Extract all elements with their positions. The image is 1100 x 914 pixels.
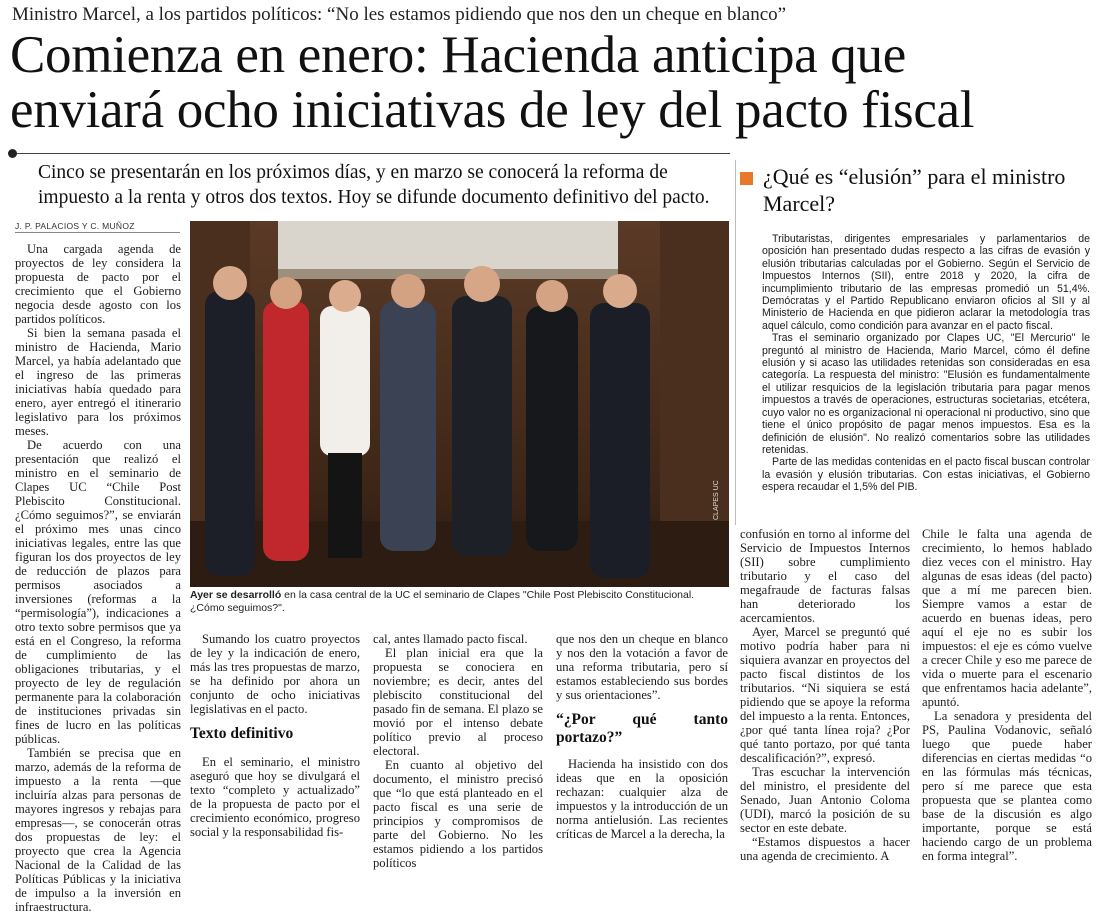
paragraph: Una cargada agenda de proyectos de ley considera la propuesta de pacto por el crecimiento que el Gobierno negocia desde agosto con los partidos políticos. [15,242,181,326]
paragraph: También se precisa que en marzo, además de la reforma de impuesto a la renta —que incluiría alzas para personas de mayores ingresos y rebajas para empresas—, se conocerán otras dos propuestas de ley: el proyecto que crea la Agencia Nacional de la Calidad de las Políticas Públicas y la iniciativa de impulso a la inversión en infraestructura. [15,746,181,914]
byline: J. P. PALACIOS Y C. MUÑOZ [15,221,135,231]
sidebar-paragraph: Parte de las medidas contenidas en el pacto fiscal buscan controlar la evasión y elusión tributarias. Con estas iniciativas, el Gobierno espera recaudar el 1,5% del PIB. [762,456,1090,494]
column-2 [190,632,360,839]
paragraph: En el seminario, el ministro aseguró que hoy se divulgará el texto “completo y actualizado” de la propuesta de pacto por el crecimiento económico, progreso social y la responsabilidad fis- [190,755,360,839]
caption-text: en la casa central de la UC el seminario de Clapes "Chile Post Plebiscito Constitucional. ¿Cómo seguimos?". [190,589,695,614]
paragraph: Sumando los cuatro proyectos de ley y la indicación de enero, más las tres propuestas de marzo, se ha definido por ahora un conjunto de ocho iniciativas legislativas en el pacto. [190,632,360,716]
caption-lead: Ayer se desarrolló [190,589,282,601]
headline-line-1: Comienza en enero: Hacienda anticipa que [10,26,906,84]
paragraph: cal, antes llamado pacto fiscal. [373,632,528,646]
paragraph: Chile le falta una agenda de crecimiento, lo hemos hablado diez veces con el ministro. Hay algunas de esas ideas (del pacto) que a mí me parecen bien. Siempre vamos a estar de acuerdo en buenas ideas, pero aquí el eje no es subir los impuestos: el eje es cómo vuelve a crecer Chile y eso me parece de vida o muerte para el escenario que enfrentamos hacia adelante”, apuntó. [922,527,1092,709]
subhead-portazo: “¿Por qué tanto portazo?” [556,711,728,746]
sidebar-title: ¿Qué es “elusión” para el ministro Marcel? [763,164,1066,216]
sidebar-paragraph: Tributaristas, dirigentes empresariales y parlamentarios de oposición han presentado dudas respecto a las cifras de evasión y elusión tributarias calculadas por el Gobierno. Según el Servicio de Impuestos Internos (SII), entre 2018 y 2020, la cifra de incumplimiento tributario de las empresas promedió un 51,4%. Demócratas y el Partido Republicano enviaron oficios al SII y al Ministerio de Hacienda en que pidieron aclarar la metodología tras aquel cálculo, como condición para avanzar en el pacto fiscal. [762,233,1090,332]
headline-rule [12,153,730,154]
deck [38,160,738,210]
subhead-texto-definitivo: Texto definitivo [190,725,294,742]
sidebar-body [762,233,1090,494]
column-5 [740,527,910,863]
sidebar-divider [735,160,736,525]
paragraph: De acuerdo con una presentación que realizó el ministro en el seminario de Clapes UC “Chile Post Plebiscito Constitucional. ¿Cómo seguimos?”, se enviarán el próximo mes unas cinco iniciativas legales, entre las que figuran los dos proyectos de ley de reducción de plazos para permisos asociados a inversiones (reformas a la “permisología”), indicaciones a otro texto sobre permisos que ya está en el Congreso, la reforma de cumplimiento de las obligaciones tributarias, y el proyecto de ley de regulación permanente para la colaboración de instituciones privadas sin fines de lucro en las políticas públicas. [15,438,181,746]
column-4 [556,632,728,841]
paragraph: Hacienda ha insistido con dos ideas que en la oposición rechazan: cualquier alza de impuestos y la introducción de un norma antielusión. Las recientes críticas de Marcel a la derecha, la [556,757,728,841]
paragraph: La senadora y presidenta del PS, Paulina Vodanovic, señaló luego que puede haber diferencias en ciertas medidas “o en las fórmulas más técnicas, pero sí me parece que esta propuesta que se plantea como base de la discusión es algo importante, porque se está haciendo cargo de un problema en forma integral”. [922,709,1092,863]
paragraph: confusión en torno al informe del Servicio de Impuestos Internos (SII) sobre cumplimiento tributario y el caso del megafraude de facturas falsas han deteriorado los acercamientos. [740,527,910,625]
byline-rule [15,232,180,233]
photo-caption [190,589,730,615]
deck-line-1: Cinco se presentarán en los próximos días, y en marzo se conocerá la reforma de [38,162,668,183]
paragraph: “Estamos dispuestos a hacer una agenda de crecimiento. A [740,835,910,863]
paragraph: Ayer, Marcel se preguntó qué motivo podría haber para ni siquiera avanzar en proyectos del pacto fiscal distintos de los tributarios. “Ni siquiera se está pidiendo que se apoye la reforma del impuesto a la renta. Entonces, ¿por qué tanta línea roja? ¿Por qué tanto portazo, por qué tanta descalificación?”, expresó. [740,625,910,765]
kicker: Ministro Marcel, a los partidos políticos: “No les estamos pidiendo que nos den un cheque en blanco” [12,4,787,25]
photo-illustration [190,221,729,587]
headline-line-2: enviará ocho iniciativas de ley del pacto fiscal [10,81,975,139]
headline [10,28,1090,138]
paragraph: Si bien la semana pasada el ministro de Hacienda, Mario Marcel, ya había adelantado que el ingreso de las primeras iniciativas había quedado para enero, ayer entregó el itinerario legislativo para los próximos meses. [15,326,181,438]
column-6 [922,527,1092,863]
photo-credit: CLAPES UC [713,480,720,520]
sidebar-marker [740,172,753,185]
sidebar-paragraph: Tras el seminario organizado por Clapes UC, "El Mercurio" le preguntó al ministro de Hacienda, Mario Marcel, cómo él define elusión y si acaso las utilidades retenidas son consideradas en esa categoría. La respuesta del ministro: "Elusión es fundamentalmente el utilizar resquicios de la legislación tributaria para pagar menos impuestos a través de operaciones, estructuras societarias, etcétera, cuyo valor no es organizacional ni operacional ni productivo, sino que tiene el único propósito de pagar menos impuestos. Esa es la definición de elusión". No realizó comentarios sobre las utilidades retenidas. [762,332,1090,456]
paragraph: En cuanto al objetivo del documento, el ministro precisó que “lo que está planteado en el pacto fiscal es una serie de principios y compromisos de parte del Gobierno. No les estamos pidiendo a los partidos políticos [373,758,543,870]
paragraph: Tras escuchar la intervención del ministro, el presidente del Senado, Juan Antonio Coloma (UDI), marcó la posición de su sector en este debate. [740,765,910,835]
column-1 [15,242,181,914]
deck-line-2: impuesto a la renta y otros dos textos. Hoy se difunde documento definitivo del pacto. [38,187,710,208]
paragraph: El plan inicial era que la propuesta se conociera en noviembre; es decir, antes del plebiscito constitucional del pasado fin de semana. El plazo se movió por el intenso debate político previo al proceso electoral. [373,646,543,758]
paragraph: que nos den un cheque en blanco y nos den la votación a favor de una reforma tributaria, pero sí estamos estableciendo sus bordes y sus orientaciones”. [556,632,728,702]
article-photo [190,221,729,587]
column-3 [373,632,543,870]
rule-bullet [8,149,17,158]
